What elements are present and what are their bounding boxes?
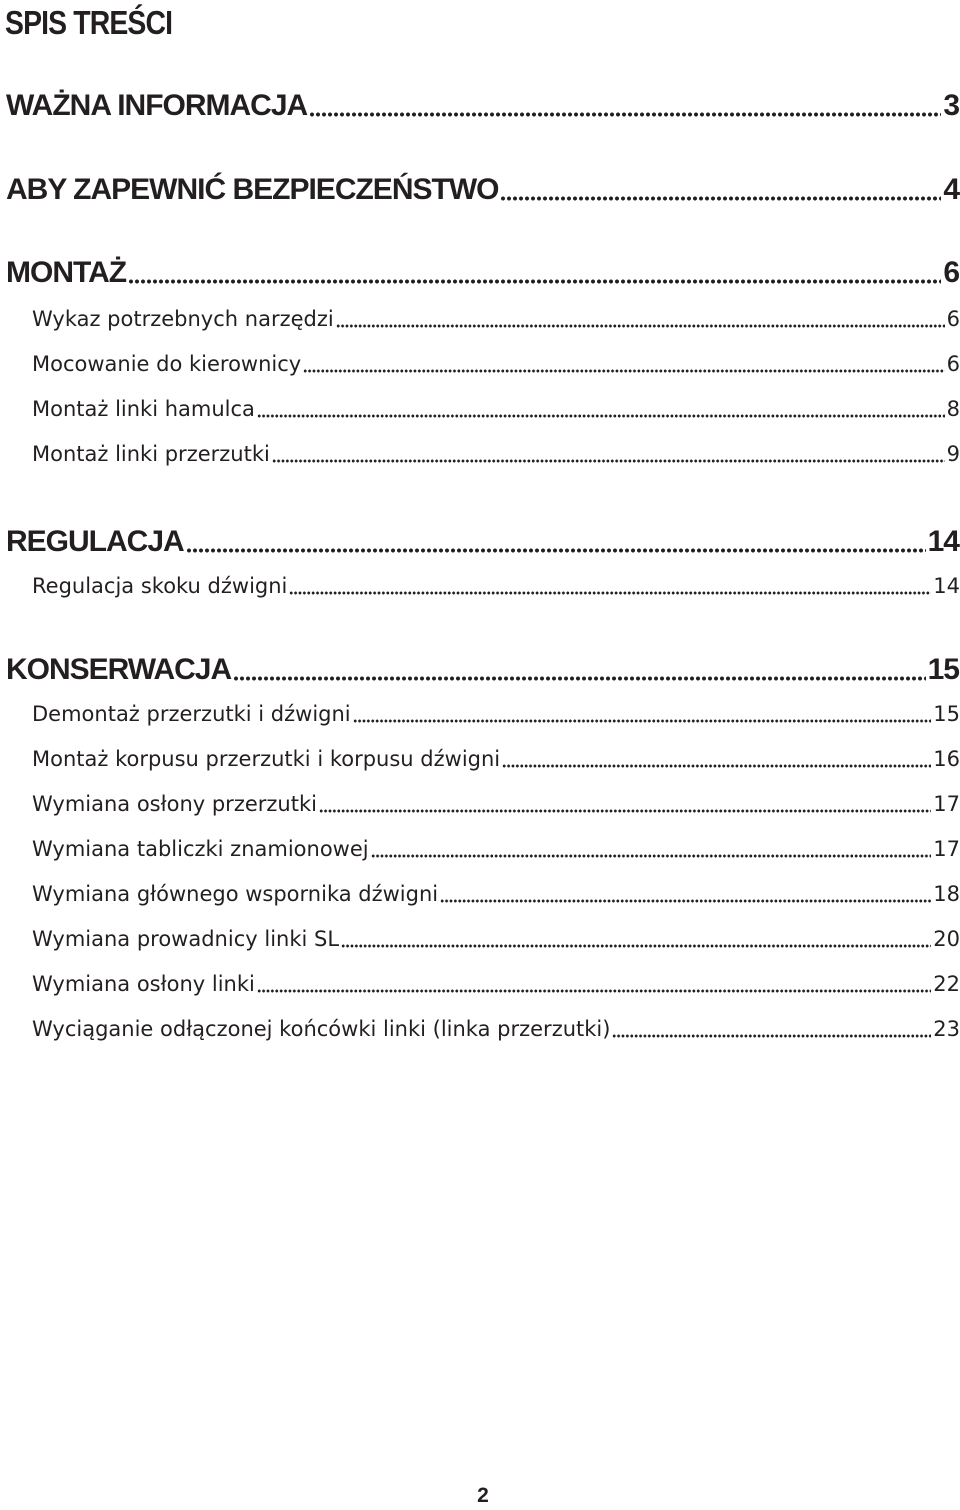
toc-entry-label: Wykaz potrzebnych narzędzi <box>32 307 334 331</box>
dot-leader <box>440 878 931 910</box>
dot-leader <box>128 253 941 293</box>
dot-leader <box>303 348 944 380</box>
dot-leader <box>341 923 931 955</box>
toc-entry-page: 16 <box>933 747 960 771</box>
dot-leader <box>257 968 931 1000</box>
toc-entry-page: 14 <box>927 525 959 558</box>
toc-entry-main-bracket[interactable] <box>32 878 960 910</box>
dot-leader <box>502 743 931 775</box>
page-title: SPIS TREŚCI <box>5 4 173 41</box>
toc-entry-page: 20 <box>933 927 960 951</box>
toc-entry-label: Wymiana tabliczki znamionowej <box>32 837 369 861</box>
dot-leader <box>309 86 941 126</box>
toc-entry-lever-stroke[interactable] <box>32 570 960 602</box>
toc-entry-page: 15 <box>933 702 960 726</box>
toc-entry-label: Regulacja skoku dźwigni <box>32 574 288 598</box>
toc-entry-installation[interactable] <box>6 253 959 293</box>
toc-entry-remove-shifter[interactable] <box>32 698 960 730</box>
toc-entry-page: 15 <box>927 653 959 686</box>
toc-entry-page: 17 <box>933 792 960 816</box>
dot-leader <box>612 1013 931 1045</box>
toc-entry-page: 4 <box>943 173 959 206</box>
toc-entry-page: 22 <box>933 972 960 996</box>
toc-entry-label: KONSERWACJA <box>6 653 232 686</box>
toc-entry-page: 9 <box>946 442 960 466</box>
toc-entry-brake-cable[interactable] <box>32 393 960 425</box>
toc-entry-page: 6 <box>946 352 960 376</box>
toc-entry-label: ABY ZAPEWNIĆ BEZPIECZEŃSTWO <box>6 173 499 206</box>
toc-entry-cable-cover[interactable] <box>32 968 960 1000</box>
toc-entry-label: Wyciąganie odłączonej końcówki linki (linka przerzutki) <box>32 1017 611 1041</box>
toc-entry-label: Demontaż przerzutki i dźwigni <box>32 702 351 726</box>
toc-entry-page: 17 <box>933 837 960 861</box>
toc-entry-label: Mocowanie do kierownicy <box>32 352 302 376</box>
dot-leader <box>233 650 925 690</box>
toc-entry-label: Montaż linki przerzutki <box>32 442 270 466</box>
toc-entry-page: 18 <box>933 882 960 906</box>
dot-leader <box>272 438 945 470</box>
toc-entry-handlebar-mount[interactable] <box>32 348 960 380</box>
dot-leader <box>371 833 932 865</box>
toc-entry-label: Wymiana prowadnicy linki SL <box>32 927 340 951</box>
dot-leader <box>319 788 931 820</box>
toc-entry-important-notice[interactable] <box>6 86 959 126</box>
page-number: 2 <box>477 1484 489 1507</box>
toc-entry-page: 6 <box>946 307 960 331</box>
toc-entry-page: 3 <box>943 89 959 122</box>
dot-leader <box>289 570 931 602</box>
dot-leader <box>500 170 941 210</box>
toc-entry-label: Wymiana głównego wspornika dźwigni <box>32 882 439 906</box>
toc-entry-shift-cable[interactable] <box>32 438 960 470</box>
toc-entry-label: MONTAŻ <box>6 256 127 289</box>
toc-entry-cable-end[interactable] <box>32 1013 960 1045</box>
toc-entry-label: Wymiana osłony przerzutki <box>32 792 317 816</box>
toc-entry-sl-guide[interactable] <box>32 923 960 955</box>
toc-entry-safety[interactable] <box>6 170 959 210</box>
dot-leader <box>336 303 945 335</box>
toc-entry-page: 14 <box>933 574 960 598</box>
dot-leader <box>186 522 926 562</box>
toc-entry-tools[interactable] <box>32 303 960 335</box>
dot-leader <box>257 393 945 425</box>
toc-entry-page: 6 <box>943 256 959 289</box>
toc-entry-adjustment[interactable] <box>6 522 959 562</box>
toc-entry-page: 23 <box>933 1017 960 1041</box>
toc-entry-label: WAŻNA INFORMACJA <box>6 89 308 122</box>
toc-entry-label: Montaż korpusu przerzutki i korpusu dźwigni <box>32 747 501 771</box>
toc-entry-label: Montaż linki hamulca <box>32 397 255 421</box>
dot-leader <box>353 698 932 730</box>
toc-entry-label: Wymiana osłony linki <box>32 972 255 996</box>
toc-entry-nameplate[interactable] <box>32 833 960 865</box>
toc-entry-install-body[interactable] <box>32 743 960 775</box>
toc-entry-label: REGULACJA <box>6 525 184 558</box>
toc-entry-shifter-cover[interactable] <box>32 788 960 820</box>
toc-entry-maintenance[interactable] <box>6 650 959 690</box>
toc-entry-page: 8 <box>946 397 960 421</box>
